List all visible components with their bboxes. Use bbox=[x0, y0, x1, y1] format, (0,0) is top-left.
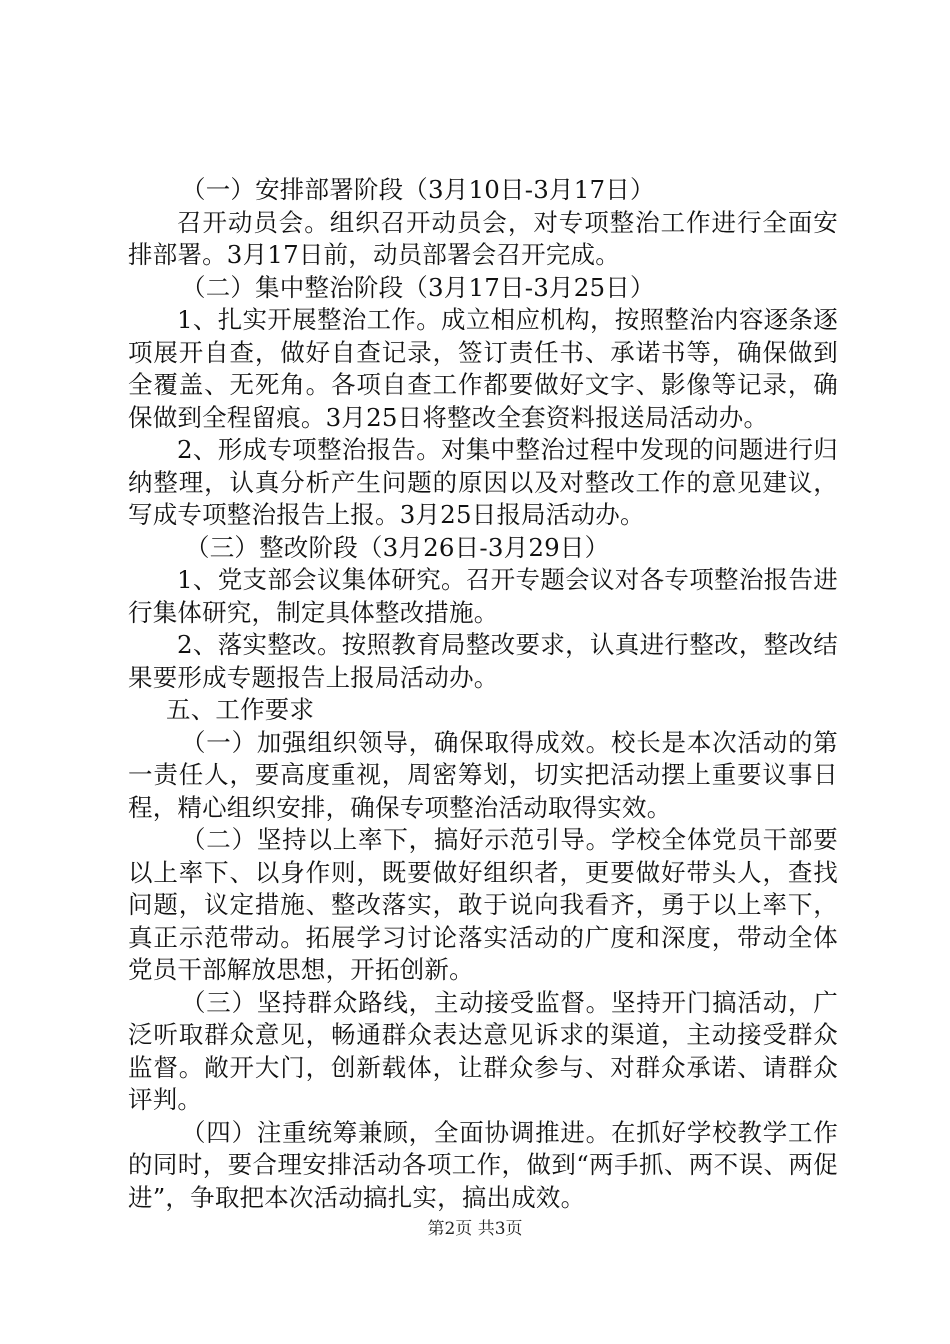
paragraph-self-inspection: 1、扎实开展整治工作。成立相应机构，按照整治内容逐条逐项展开自查，做好自查记录，签订责任书、承诺书等，确保做到全覆盖、无死角。各项自查工作都要做好文字、影像等记录，确保做到全程留痕。3月25日将整改全套资料报送局活动办。 bbox=[128, 305, 838, 432]
section-heading-work-requirements: 五、工作要求 bbox=[166, 695, 315, 724]
section-heading-rectification-stage: （二）集中整治阶段（3月17日-3月25日） bbox=[181, 272, 655, 302]
paragraph-party-branch-meeting: 1、党支部会议集体研究。召开专题会议对各专项整治报告进行集体研究，制定具体整改措施。 bbox=[128, 565, 838, 627]
paragraph-implement-correction: 2、落实整改。按照教育局整改要求，认真进行整改，整改结果要形成专题报告上报局活动办。 bbox=[128, 630, 838, 692]
paragraph-mass-line: （三）坚持群众路线，主动接受监督。坚持开门搞活动，广泛听取群众意见，畅通群众表达意见诉求的渠道，主动接受群众监督。敞开大门，创新载体，让群众参与、对群众承诺、请群众评判。 bbox=[128, 987, 838, 1114]
section-heading-correction-stage: （三）整改阶段（3月26日-3月29日） bbox=[185, 532, 610, 562]
paragraph-strengthen-leadership: （一）加强组织领导，确保取得成效。校长是本次活动的第一责任人，要高度重视，周密筹划，切实把活动摆上重要议事日程，精心组织安排，确保专项整治活动取得实效。 bbox=[128, 727, 838, 822]
paragraph-special-report: 2、形成专项整治报告。对集中整治过程中发现的问题进行归纳整理，认真分析产生问题的原因以及对整改工作的意见建议，写成专项整治报告上报。3月25日报局活动办。 bbox=[128, 435, 838, 529]
paragraph-overall-planning: （四）注重统筹兼顾，全面协调推进。在抓好学校教学工作的同时，要合理安排活动各项工作，做到“两手抓、两不误、两促进”，争取把本次活动搞扎实，搞出成效。 bbox=[128, 1117, 838, 1212]
section-heading-arrangement-stage: （一）安排部署阶段（3月10日-3月17日） bbox=[181, 175, 655, 204]
document-body bbox=[128, 174, 838, 1214]
page-number-footer: 第2页 共3页 bbox=[427, 1219, 523, 1239]
paragraph-mobilization-meeting: 召开动员会。组织召开动员会，对专项整治工作进行全面安排部署。3月17日前，动员部署会召开完成。 bbox=[128, 207, 838, 269]
paragraph-lead-by-example: （二）坚持以上率下，搞好示范引导。学校全体党员干部要以上率下、以身作则，既要做好组织者，更要做好带头人，查找问题，议定措施、整改落实，敢于说向我看齐，勇于以上率下，真正示范带动。拓展学习讨论落实活动的广度和深度，带动全体党员干部解放思想，开拓创新。 bbox=[128, 825, 838, 984]
